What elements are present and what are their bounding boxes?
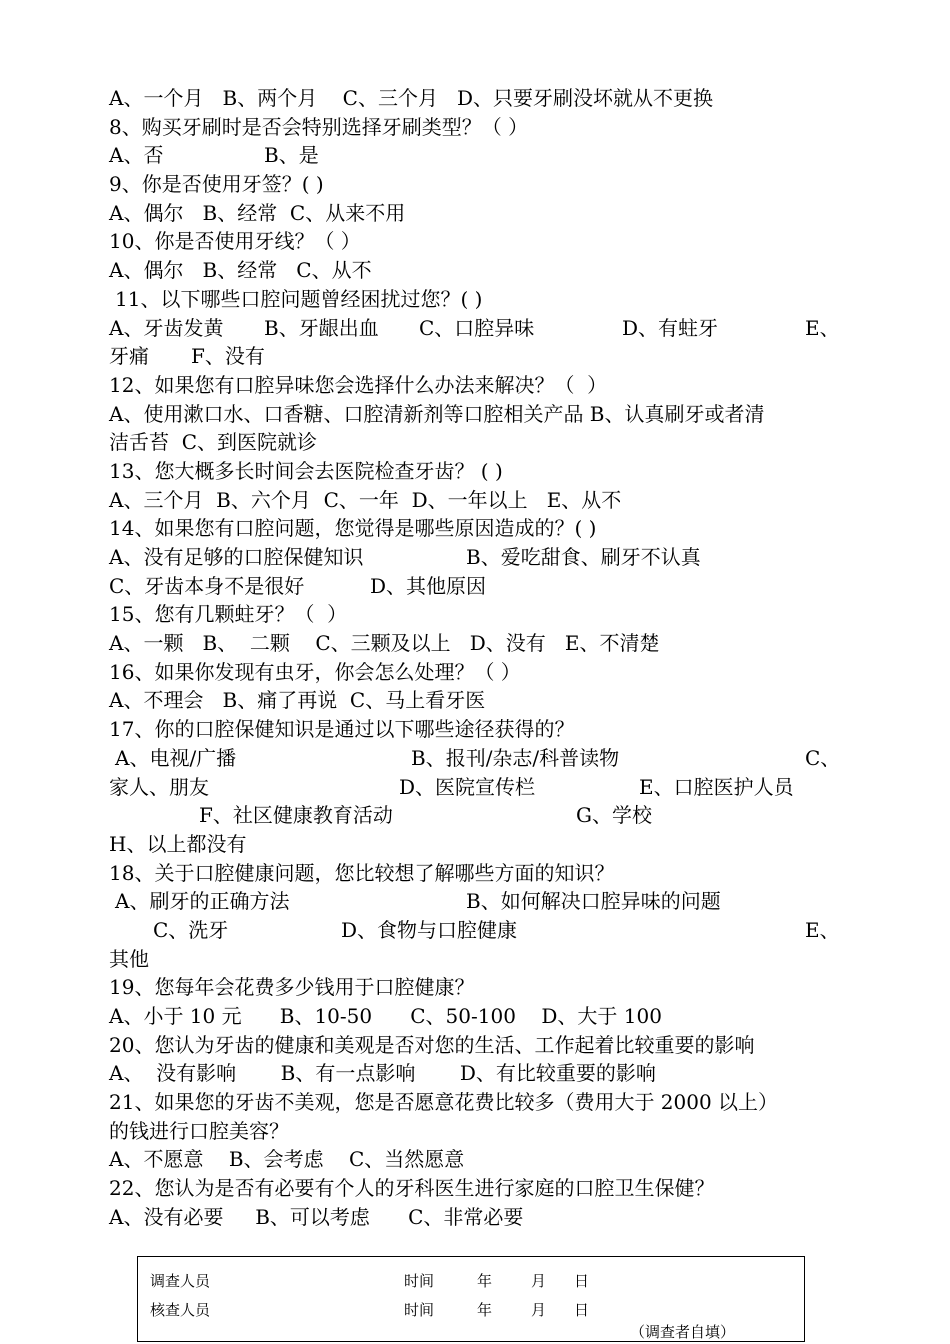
text-segment: 18、关于口腔健康问题，您比较想了解哪些方面的知识？ <box>109 860 615 885</box>
investigator-day-label: 日 <box>574 1272 590 1290</box>
text-line <box>109 543 849 572</box>
checker-time-label: 时间 <box>404 1301 435 1319</box>
text-line <box>109 170 849 199</box>
text-line <box>109 457 849 486</box>
text-segment: 12、如果您有口腔异味您会选择什么办法来解决？（ ） <box>109 372 608 397</box>
text-segment: D、有蛀牙 <box>622 315 719 340</box>
text-segment: 22、您认为是否有必要有个人的牙科医生进行家庭的口腔卫生保健？ <box>109 1176 715 1201</box>
text-line <box>109 314 849 343</box>
self-fill-note: （调查者自填） <box>630 1323 736 1341</box>
text-segment: A、电视/广播 <box>115 745 237 770</box>
text-segment: C、洗牙 <box>153 917 229 942</box>
text-segment: 15、您有几颗蛀牙？（ ） <box>109 602 348 627</box>
questionnaire-content <box>109 84 849 1232</box>
text-line <box>109 916 849 945</box>
text-line <box>109 428 849 457</box>
text-line <box>109 342 849 371</box>
checker-day-label: 日 <box>574 1301 590 1319</box>
text-segment: A、刷牙的正确方法 <box>115 889 290 914</box>
text-segment: D、其他原因 <box>370 573 487 598</box>
text-segment: B、是 <box>264 143 319 168</box>
text-line <box>109 84 849 113</box>
investigator-time-label: 时间 <box>404 1272 435 1290</box>
text-segment: 20、您认为牙齿的健康和美观是否对您的生活、工作起着比较重要的影响 <box>109 1032 755 1057</box>
investigator-label: 调查人员 <box>150 1272 211 1290</box>
text-line <box>109 400 849 429</box>
text-segment: A、不理会 B、痛了再说 C、马上看牙医 <box>109 688 486 713</box>
text-line <box>109 859 849 888</box>
checker-label: 核查人员 <box>150 1301 211 1319</box>
text-segment: 9、你是否使用牙签？( ) <box>109 172 324 197</box>
text-segment: E、口腔医护人员 <box>639 774 794 799</box>
text-segment: D、医院宣传栏 <box>399 774 536 799</box>
text-line <box>109 514 849 543</box>
text-line <box>109 227 849 256</box>
text-segment: 洁舌苔 C、到医院就诊 <box>109 430 318 455</box>
text-segment: 其他 <box>109 946 149 971</box>
text-segment: A、没有足够的口腔保健知识 <box>109 545 364 569</box>
text-segment: B、报刊/杂志/科普读物 <box>411 745 620 770</box>
text-segment: C、口腔异味 <box>419 315 535 340</box>
text-segment: A、不愿意 B、会考虑 C、当然愿意 <box>109 1147 465 1172</box>
text-segment: C、牙齿本身不是很好 <box>109 573 305 598</box>
text-segment: F、没有 <box>191 344 265 369</box>
text-segment: 13、您大概多长时间会去医院检查牙齿？ ( ) <box>109 458 503 483</box>
text-segment: A、牙齿发黄 <box>109 315 224 340</box>
text-line <box>109 1031 849 1060</box>
text-line <box>109 1059 849 1088</box>
text-segment: 10、你是否使用牙线？（ ） <box>109 229 361 254</box>
text-segment: 牙痛 <box>109 344 149 369</box>
checker-month-label: 月 <box>531 1301 547 1319</box>
text-line <box>109 629 849 658</box>
text-segment: A、偶尔 B、经常 C、从来不用 <box>109 200 406 225</box>
text-segment: A、使用漱口水、口香糖、口腔清新剂等口腔相关产品 B、认真刷牙或者清 <box>109 401 765 426</box>
text-segment: B、牙龈出血 <box>264 315 379 340</box>
text-line <box>109 1002 849 1031</box>
text-line <box>109 256 849 285</box>
text-line <box>109 486 849 515</box>
text-line <box>109 1174 849 1203</box>
text-line <box>109 801 849 830</box>
text-segment: A、 没有影响 B、有一点影响 D、有比较重要的影响 <box>109 1061 656 1086</box>
text-line <box>109 371 849 400</box>
text-line <box>109 887 849 916</box>
text-line <box>109 773 849 802</box>
text-line <box>109 830 849 859</box>
text-segment: A、没有必要 B、可以考虑 C、非常必要 <box>109 1204 524 1229</box>
text-line <box>109 572 849 601</box>
text-segment: A、否 <box>109 143 164 168</box>
text-line <box>109 945 849 974</box>
text-line <box>109 1117 849 1146</box>
text-line <box>109 686 849 715</box>
text-segment: A、一颗 B、 二颗 C、三颗及以上 D、没有 E、不清楚 <box>109 631 660 656</box>
text-segment: 19、您每年会花费多少钱用于口腔健康？ <box>109 975 475 1000</box>
text-segment: B、爱吃甜食、刷牙不认真 <box>466 545 701 569</box>
text-segment: A、偶尔 B、经常 C、从不 <box>109 258 372 283</box>
text-segment: 14、如果您有口腔问题，您觉得是哪些原因造成的？( ) <box>109 516 597 541</box>
text-segment: D、食物与口腔健康 <box>341 917 518 942</box>
text-segment: B、如何解决口腔异味的问题 <box>466 889 721 914</box>
text-segment: 8、购买牙刷时是否会特别选择牙刷类型？（ ） <box>109 114 529 139</box>
checker-year-label: 年 <box>477 1301 493 1319</box>
text-line <box>109 1203 849 1232</box>
text-line <box>109 199 849 228</box>
text-segment: A、三个月 B、六个月 C、一年 D、一年以上 E、从不 <box>109 487 622 512</box>
text-line <box>109 1145 849 1174</box>
text-segment: A、一个月 B、两个月 C、三个月 D、只要牙刷没坏就从不更换 <box>109 86 714 110</box>
text-segment: 21、如果您的牙齿不美观，您是否愿意花费比较多（费用大于 2000 以上） <box>109 1090 779 1115</box>
text-segment: C、 <box>805 745 841 770</box>
text-line <box>109 113 849 142</box>
text-segment: G、学校 <box>576 803 652 828</box>
text-segment: 家人、朋友 <box>109 774 209 799</box>
text-line <box>109 1088 849 1117</box>
text-line <box>109 658 849 687</box>
text-segment: 16、如果你发现有虫牙，你会怎么处理？（ ） <box>109 659 521 684</box>
text-segment: F、社区健康教育活动 <box>199 803 393 828</box>
text-segment: A、小于 10 元 B、10-50 C、50-100 D、大于 100 <box>109 1004 662 1028</box>
investigator-year-label: 年 <box>477 1272 493 1290</box>
text-segment: 11、以下哪些口腔问题曾经困扰过您？( ) <box>115 286 483 311</box>
text-segment: 17、你的口腔保健知识是通过以下哪些途径获得的？ <box>109 717 575 742</box>
text-line <box>109 715 849 744</box>
text-segment: 的钱进行口腔美容？ <box>109 1118 289 1143</box>
text-segment: E、 <box>805 315 840 340</box>
text-segment: H、以上都没有 <box>109 831 247 856</box>
text-line <box>109 744 849 773</box>
text-line <box>109 973 849 1002</box>
investigator-month-label: 月 <box>531 1272 547 1290</box>
text-line <box>109 600 849 629</box>
text-line <box>109 285 849 314</box>
text-line <box>109 141 849 170</box>
survey-signoff-box <box>137 1256 805 1342</box>
text-segment: E、 <box>805 917 840 942</box>
